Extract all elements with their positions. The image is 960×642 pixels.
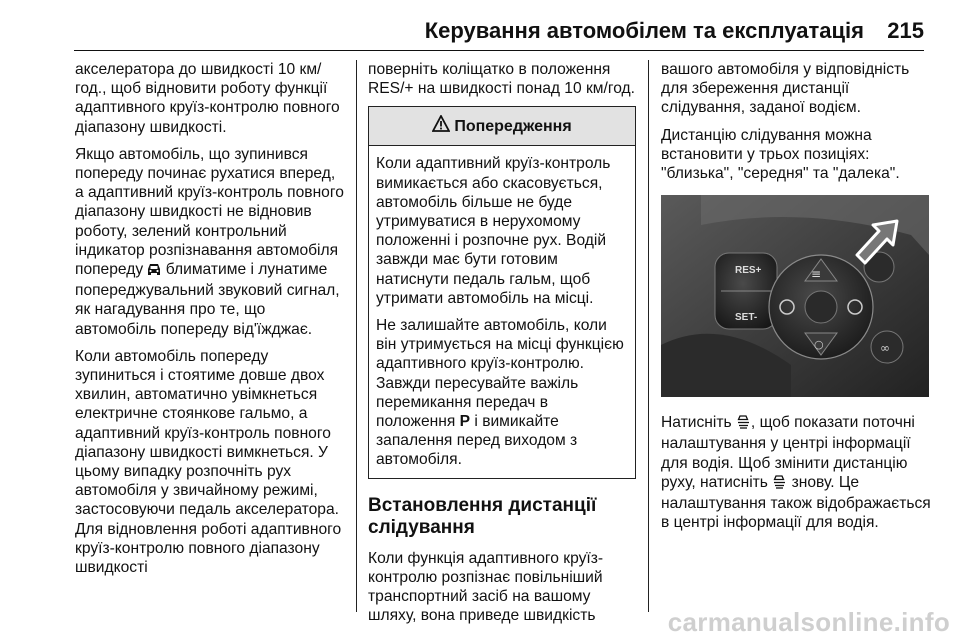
page-header: [0, 0, 960, 52]
warning-header: [369, 107, 635, 146]
text-run: Натисніть: [661, 414, 736, 432]
follow-distance-icon: [736, 415, 751, 434]
paragraph: [75, 145, 347, 339]
column-2: [368, 60, 636, 633]
warning-paragraph: [376, 316, 631, 470]
set-label: SET-: [735, 312, 758, 324]
watermark: carmanualsonline.info: [667, 607, 950, 637]
paragraph: Коли функція адаптивного круїз-контролю розпізнає повільніший транспортний засіб на вашому шляху, вона приведе швидкість: [368, 549, 604, 625]
svg-text:○: ○: [814, 338, 824, 352]
column-divider: [356, 60, 357, 612]
paragraph: Коли автомобіль попереду зупиниться і стоятиме довше двох хвилин, автоматично увімкнеться електричне стоянкове гальмо, а адаптивний круїз-контроль повного діапазону швидкості вимкнеться. У цьому випадку розпочніть рух автомобіля у звичайному режимі, застосовуючи педаль акселератора. Для відновлення роботі адаптивного круїз-контролю повного діапазону швидкості: [75, 347, 342, 577]
warning-paragraph: Коли адаптивний круїз-контроль вимикається або скасовується, автомобіль більше не буде утримуватися в нерухомому положенні і розпочне рух. Водій завжди має бути готовим натиснути педаль гальм, щоб утримати автомобіль на місці.: [376, 155, 611, 307]
svg-text:≡: ≡: [811, 267, 822, 282]
warning-title: Попередження: [454, 117, 572, 135]
text-run: Не залишайте автомобіль, коли він утримується на місці функцією адаптивного круїз-контролю. Завжди пересувайте важіль перемикання передач в положення: [376, 317, 624, 431]
text-run: блиматиме і лунатиме попереджувальний звуковий сигнал, як нагадування про те, що автомобіль попереду від'їжджає.: [75, 261, 340, 338]
text-run: знову. Це налаштування також відображається в центрі інформації для водія.: [661, 473, 931, 532]
car-front-icon: [147, 262, 161, 281]
paragraph: поверніть коліщатко в положення RES/+ на швидкості понад 10 км/год.: [368, 61, 635, 98]
svg-text:∞: ∞: [880, 341, 890, 356]
page-title: Керування автомобілем та експлуатація: [424, 18, 864, 43]
steering-wheel-controls-photo: [661, 195, 929, 397]
follow-distance-icon: [772, 475, 787, 494]
warning-box: [368, 106, 636, 478]
section-heading: Встановлення дистанції слідування: [368, 494, 597, 538]
column-1: [75, 60, 347, 585]
warning-body: [369, 146, 635, 477]
text-run: Якщо автомобіль, що зупинився попереду починає рухатися вперед, а адаптивний круїз-контроль повного діапазону швидкості не відновив роботу, зелений контрольний індикатор розпізнавання автомобіля попереду: [75, 145, 344, 279]
header-rule: [74, 50, 924, 51]
page-number: 215: [887, 18, 924, 43]
column-3: [661, 60, 931, 540]
text-run: і вимикайте запалення перед виходом з автомобіля.: [376, 413, 578, 469]
res-label: RES+: [735, 265, 762, 277]
gear-position-p: P: [459, 413, 471, 431]
column-divider: [648, 60, 649, 612]
text-run: , щоб показати поточні налаштування у центрі інформації для водія. Щоб змінити дистанцію руху, натисніть: [661, 414, 915, 491]
paragraph: Дистанцію слідування можна встановити у трьох позиціях: "близька", "середня" та "далека".: [661, 126, 900, 183]
paragraph: вашого автомобіля у відповідність для збереження дистанції слідування, заданої водієм.: [661, 61, 910, 117]
warning-triangle-icon: [432, 115, 454, 137]
paragraph: акселератора до швидкості 10 км/год., щоб відновити роботу функції адаптивного круїз-контролю повного діапазону швидкості.: [75, 61, 340, 136]
paragraph: [661, 413, 931, 532]
